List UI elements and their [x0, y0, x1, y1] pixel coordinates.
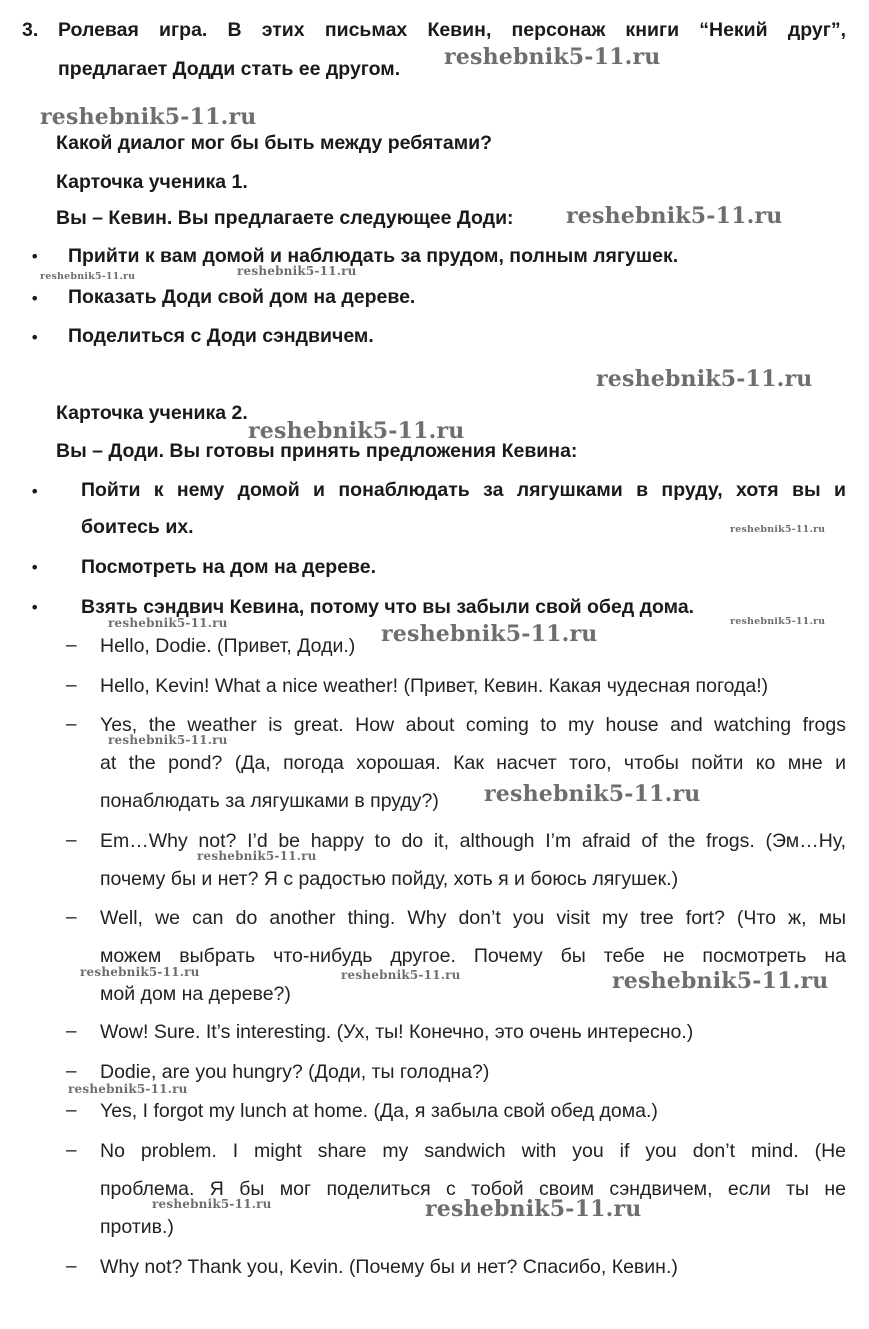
- dialogue-line: Wow! Sure. It’s interesting. (Ух, ты! Конечно, это очень интересно.): [100, 1021, 694, 1043]
- dialogue-line: Hello, Dodie. (Привет, Доди.): [100, 635, 356, 657]
- watermark: reshebnik5-11.ru: [596, 366, 813, 392]
- dialogue-line: Yes, I forgot my lunch at home. (Да, я забыла свой обед дома.): [100, 1100, 658, 1122]
- card2-title: Карточка ученика 2.: [56, 402, 248, 424]
- dash-icon: –: [66, 1100, 77, 1121]
- exercise-intro-line1: Ролевая игра. В этих письмах Кевин, персонаж книги “Некий друг”,: [58, 19, 846, 41]
- watermark: reshebnik5-11.ru: [40, 271, 136, 282]
- dialogue-line: Yes, the weather is great. How about coming to my house and watching frogs: [100, 714, 846, 736]
- exercise-question: Какой диалог мог бы быть между ребятами?: [56, 132, 493, 154]
- dialogue-line: Hello, Kevin! What a nice weather! (Привет, Кевин. Какая чудесная погода!): [100, 675, 769, 697]
- dialogue-line: Em…Why not? I’d be happy to do it, although I’m afraid of the frogs. (Эм…Ну,: [100, 830, 846, 852]
- watermark: reshebnik5-11.ru: [425, 1196, 642, 1222]
- dialogue-line: Dodie, are you hungry? (Доди, ты голодна?): [100, 1061, 490, 1083]
- card1-item: Поделиться с Доди сэндвичем.: [68, 325, 374, 347]
- watermark: reshebnik5-11.ru: [237, 264, 357, 278]
- dash-icon: –: [66, 907, 77, 928]
- card1-item: Показать Доди свой дом на дереве.: [68, 286, 416, 308]
- card1-item: Прийти к вам домой и наблюдать за прудом, полным лягушек.: [68, 245, 679, 267]
- dialogue-line: можем выбрать что-нибудь другое. Почему бы тебе не посмотреть на: [100, 945, 846, 967]
- dash-icon: –: [66, 1256, 77, 1277]
- dash-icon: –: [66, 714, 77, 735]
- watermark: reshebnik5-11.ru: [68, 1082, 188, 1096]
- card2-item: Взять сэндвич Кевина, потому что вы забыли свой обед дома.: [81, 596, 695, 618]
- bullet-icon: •: [30, 482, 40, 501]
- card2-item-cont: боитесь их.: [81, 516, 194, 538]
- dash-icon: –: [66, 635, 77, 656]
- dialogue-line: Why not? Thank you, Kevin. (Почему бы и нет? Спасибо, Кевин.): [100, 1256, 678, 1278]
- watermark: reshebnik5-11.ru: [381, 621, 598, 647]
- dash-icon: –: [66, 1140, 77, 1161]
- watermark: reshebnik5-11.ru: [40, 104, 257, 130]
- dash-icon: –: [66, 830, 77, 851]
- watermark: reshebnik5-11.ru: [248, 418, 465, 444]
- watermark: reshebnik5-11.ru: [444, 44, 661, 70]
- watermark: reshebnik5-11.ru: [108, 733, 228, 747]
- watermark: reshebnik5-11.ru: [730, 524, 826, 535]
- watermark: reshebnik5-11.ru: [730, 616, 826, 627]
- watermark: reshebnik5-11.ru: [612, 968, 829, 994]
- watermark: reshebnik5-11.ru: [80, 965, 200, 979]
- watermark: reshebnik5-11.ru: [566, 203, 783, 229]
- dialogue-line: почему бы и нет? Я с радостью пойду, хоть я и боюсь лягушек.): [100, 868, 679, 890]
- watermark: reshebnik5-11.ru: [152, 1197, 272, 1211]
- bullet-icon: •: [30, 558, 40, 577]
- dash-icon: –: [66, 675, 77, 696]
- bullet-icon: •: [30, 247, 40, 266]
- bullet-icon: •: [30, 328, 40, 347]
- watermark: reshebnik5-11.ru: [341, 968, 461, 982]
- card2-lead: Вы – Доди. Вы готовы принять предложения Кевина:: [56, 440, 578, 462]
- card1-title: Карточка ученика 1.: [56, 171, 248, 193]
- watermark: reshebnik5-11.ru: [197, 849, 317, 863]
- dialogue-line: против.): [100, 1216, 174, 1238]
- dialogue-line: мой дом на дереве?): [100, 983, 291, 1005]
- card1-lead: Вы – Кевин. Вы предлагаете следующее Доди:: [56, 207, 514, 229]
- dialogue-line: понаблюдать за лягушками в пруду?): [100, 790, 439, 812]
- dialogue-line: No problem. I might share my sandwich with you if you don’t mind. (Не: [100, 1140, 846, 1162]
- watermark: reshebnik5-11.ru: [484, 781, 701, 807]
- dash-icon: –: [66, 1021, 77, 1042]
- watermark: reshebnik5-11.ru: [108, 616, 228, 630]
- dialogue-line: Well, we can do another thing. Why don’t you visit my tree fort? (Что ж, мы: [100, 907, 846, 929]
- dash-icon: –: [66, 1061, 77, 1082]
- exercise-intro-line2: предлагает Додди стать ее другом.: [58, 58, 401, 80]
- card2-item: Посмотреть на дом на дереве.: [81, 556, 377, 578]
- dialogue-line: проблема. Я бы мог поделиться с тобой своим сэндвичем, если ты не: [100, 1178, 846, 1200]
- dialogue-line: at the pond? (Да, погода хорошая. Как насчет того, чтобы пойти ко мне и: [100, 752, 846, 774]
- bullet-icon: •: [30, 598, 40, 617]
- exercise-number: 3.: [22, 19, 39, 41]
- card2-item: Пойти к нему домой и понаблюдать за лягушками в пруду, хотя вы и: [81, 479, 846, 501]
- bullet-icon: •: [30, 289, 40, 308]
